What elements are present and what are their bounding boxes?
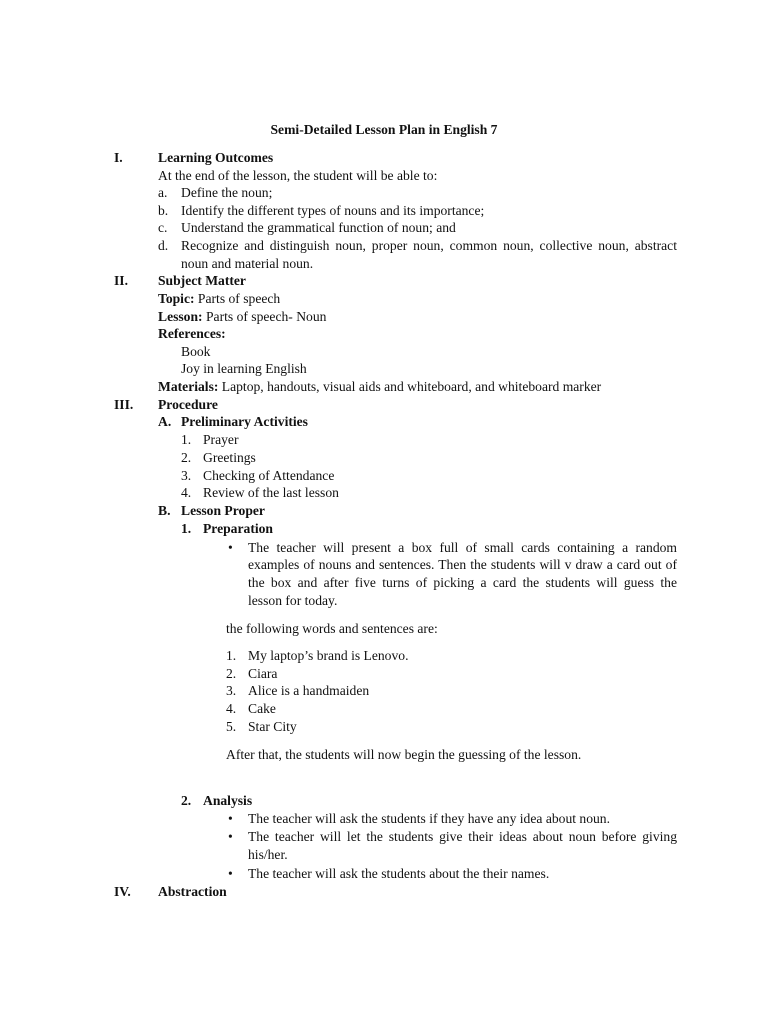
- analysis-bullet: The teacher will ask the students if they have any idea about noun.: [248, 811, 611, 826]
- section-numeral-1: I.: [114, 150, 123, 165]
- preparation-paragraph: The teacher will present a box full of small cards containing a random: [248, 540, 677, 555]
- activity-text: Prayer: [203, 432, 239, 447]
- section-numeral-3: III.: [114, 397, 134, 412]
- subsection-marker: B.: [158, 503, 171, 518]
- topic-line: [158, 290, 280, 307]
- bullet-icon: •: [228, 811, 233, 826]
- step-heading-preparation: Preparation: [203, 521, 273, 536]
- reference-item: Book: [181, 344, 211, 359]
- bullet-icon: •: [228, 866, 233, 881]
- preparation-paragraph: the box and after five turns of picking a card the students will guess the: [248, 575, 677, 590]
- lesson-line: [158, 308, 326, 325]
- analysis-bullet: The teacher will let the students give their ideas about noun before giving: [248, 829, 677, 844]
- activity-text: Greetings: [203, 450, 256, 465]
- following-words-intro: the following words and sentences are:: [226, 621, 438, 636]
- outcome-marker: d.: [158, 238, 169, 253]
- analysis-bullet-continued: his/her.: [248, 847, 288, 862]
- activity-number: 1.: [181, 432, 192, 447]
- outcome-text-continued: noun and material noun.: [181, 256, 314, 271]
- preparation-paragraph: examples of nouns and sentences. Then the students will v draw a card out of: [248, 557, 677, 572]
- outcome-text: Recognize and distinguish noun, proper noun, common noun, collective noun, abstract: [181, 238, 677, 253]
- outcome-text: Understand the grammatical function of noun; and: [181, 220, 456, 235]
- lesson-label: Lesson:: [158, 309, 203, 324]
- example-text: Ciara: [248, 666, 278, 681]
- activity-number: 4.: [181, 485, 192, 500]
- section-heading-procedure: Procedure: [158, 397, 218, 412]
- subsection-heading-lesson-proper: Lesson Proper: [181, 503, 265, 518]
- outcome-marker: b.: [158, 203, 169, 218]
- activity-text: Review of the last lesson: [203, 485, 339, 500]
- activity-number: 3.: [181, 468, 192, 483]
- topic-label: Topic:: [158, 291, 195, 306]
- outcome-marker: a.: [158, 185, 168, 200]
- step-heading-analysis: Analysis: [203, 793, 253, 808]
- activity-text: Checking of Attendance: [203, 468, 335, 483]
- example-text: Star City: [248, 719, 297, 734]
- step-number: 2.: [181, 793, 192, 808]
- preparation-paragraph: lesson for today.: [248, 593, 338, 608]
- materials-label: Materials:: [158, 379, 219, 394]
- outcome-text: Define the noun;: [181, 185, 273, 200]
- example-text: Cake: [248, 701, 276, 716]
- lesson-value: Parts of speech- Noun: [205, 309, 327, 324]
- section-heading-abstraction: Abstraction: [158, 884, 227, 899]
- analysis-bullet: The teacher will ask the students about the their names.: [248, 866, 550, 881]
- example-number: 1.: [226, 648, 237, 663]
- section-numeral-4: IV.: [114, 884, 131, 899]
- subsection-heading-preliminary: Preliminary Activities: [181, 414, 308, 429]
- subsection-marker: A.: [158, 414, 172, 429]
- example-number: 5.: [226, 719, 237, 734]
- section-numeral-2: II.: [114, 273, 128, 288]
- materials-value: Laptop, handouts, visual aids and whiteboard, and whiteboard marker: [221, 379, 602, 394]
- bullet-icon: •: [228, 829, 233, 844]
- materials-line: [158, 378, 601, 395]
- example-text: Alice is a handmaiden: [248, 683, 370, 698]
- section-heading-learning-outcomes: Learning Outcomes: [158, 150, 274, 165]
- section-heading-subject-matter: Subject Matter: [158, 273, 246, 288]
- example-number: 4.: [226, 701, 237, 716]
- bullet-icon: •: [228, 540, 233, 555]
- outcomes-intro: At the end of the lesson, the student will be able to:: [158, 168, 438, 183]
- after-that-note: After that, the students will now begin the guessing of the lesson.: [226, 747, 582, 762]
- page-title: Semi-Detailed Lesson Plan in English 7: [270, 122, 498, 137]
- activity-number: 2.: [181, 450, 192, 465]
- step-number: 1.: [181, 521, 192, 536]
- example-number: 3.: [226, 683, 237, 698]
- topic-value: Parts of speech: [197, 291, 281, 306]
- outcome-marker: c.: [158, 220, 168, 235]
- example-text: My laptop’s brand is Lenovo.: [248, 648, 409, 663]
- reference-item: Joy in learning English: [181, 361, 307, 376]
- outcome-text: Identify the different types of nouns and its importance;: [181, 203, 485, 218]
- example-number: 2.: [226, 666, 237, 681]
- references-label: References:: [158, 326, 226, 341]
